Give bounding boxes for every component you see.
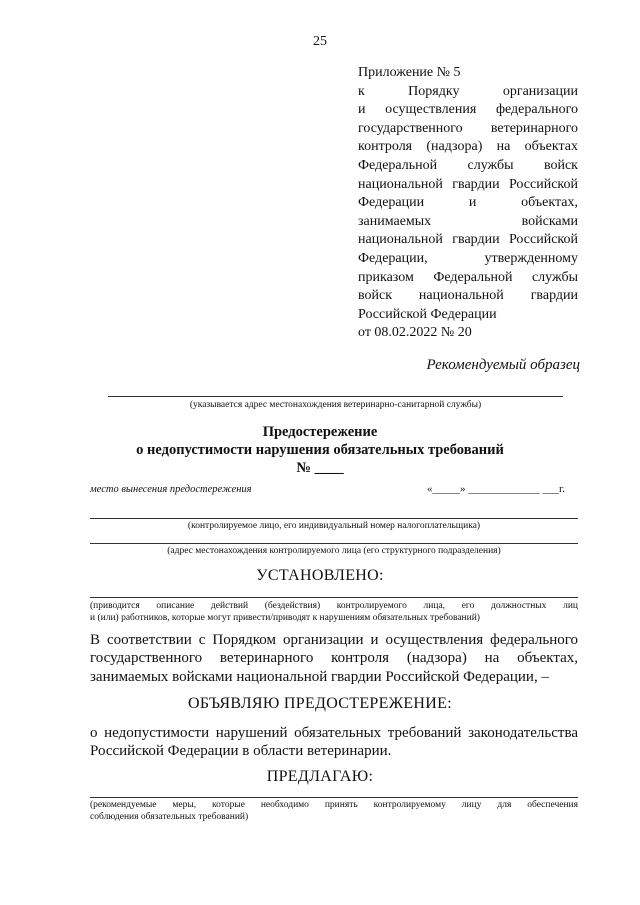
appendix-line: Приложение № 5	[358, 65, 461, 80]
appendix-line: Федерации и объектах,	[358, 195, 578, 211]
document-number: № ____	[296, 460, 344, 476]
appendix-line: и осуществления федерального	[358, 102, 578, 118]
actions-caption-line1: (приводится описание действий (бездействия) контролируемого лица, его должностных лиц	[90, 601, 578, 611]
measures-fill-line	[90, 797, 578, 798]
appendix-line: от 08.02.2022 № 20	[358, 325, 472, 341]
sample-label: Рекомендуемый образец	[426, 357, 580, 373]
controlled-person-caption: (контролируемое лицо, его индивидуальный номер налогоплательщика)	[187, 521, 481, 531]
controlled-address-fill-line	[90, 543, 578, 544]
paragraph-line: занимаемых войсками национальной гвардии Российской Федерации, –	[90, 668, 549, 685]
appendix-line: Российской Федерации	[358, 306, 497, 322]
accordance-paragraph	[90, 631, 578, 686]
date-field: «_____» _____________ ___г.	[427, 483, 566, 495]
document-title: Предостережение	[262, 424, 378, 440]
actions-caption-line2: и (или) работников, которые могут привести/приводят к нарушениям обязательных требований)	[90, 613, 480, 623]
place-label: место вынесения предостережения	[90, 484, 252, 495]
declare-heading: ОБЪЯВЛЯЮ ПРЕДОСТЕРЕЖЕНИЕ:	[188, 695, 452, 712]
appendix-block	[358, 64, 578, 343]
paragraph-line: о недопустимости нарушений обязательных требований законодательства	[90, 725, 578, 741]
established-heading: УСТАНОВЛЕНО:	[256, 567, 384, 584]
document-subtitle: о недопустимости нарушения обязательных требований	[136, 442, 504, 458]
actions-fill-line	[90, 597, 578, 598]
controlled-person-fill-line	[90, 518, 578, 519]
appendix-line: государственного ветеринарного	[358, 120, 578, 136]
propose-heading: ПРЕДЛАГАЮ:	[266, 768, 374, 785]
appendix-line: национальной гвардии Российской	[358, 176, 578, 192]
inadmissibility-paragraph	[90, 724, 578, 761]
paragraph-line: Российской Федерации в области ветеринарии.	[90, 743, 392, 760]
page-number: 25	[313, 34, 327, 49]
measures-caption-line2: соблюдения обязательных требований)	[90, 812, 249, 822]
measures-caption-line1: (рекомендуемые меры, которые необходимо принять контролируемому лицу для обеспечения	[90, 800, 578, 810]
appendix-line: занимаемых войсками	[358, 213, 578, 229]
appendix-line: Федерации, утвержденному	[358, 250, 578, 266]
appendix-line: контроля (надзора) на объектах	[358, 139, 578, 155]
controlled-address-caption: (адрес местонахождения контролируемого лица (его структурного подразделения)	[167, 546, 501, 556]
address-caption: (указывается адрес местонахождения ветеринарно-санитарной службы)	[189, 400, 482, 410]
paragraph-line: государственного ветеринарного контроля (надзора) на объектах,	[90, 650, 578, 667]
appendix-line: Федеральной службы войск	[358, 157, 578, 173]
address-fill-line	[108, 396, 563, 397]
appendix-line: войск национальной гвардии	[358, 288, 578, 304]
appendix-line: приказом Федеральной службы	[358, 269, 578, 285]
appendix-line: к Порядку организации	[358, 83, 578, 99]
appendix-line: национальной гвардии Российской	[358, 232, 578, 248]
paragraph-line: В соответствии с Порядком организации и осуществления федерального	[90, 632, 578, 648]
